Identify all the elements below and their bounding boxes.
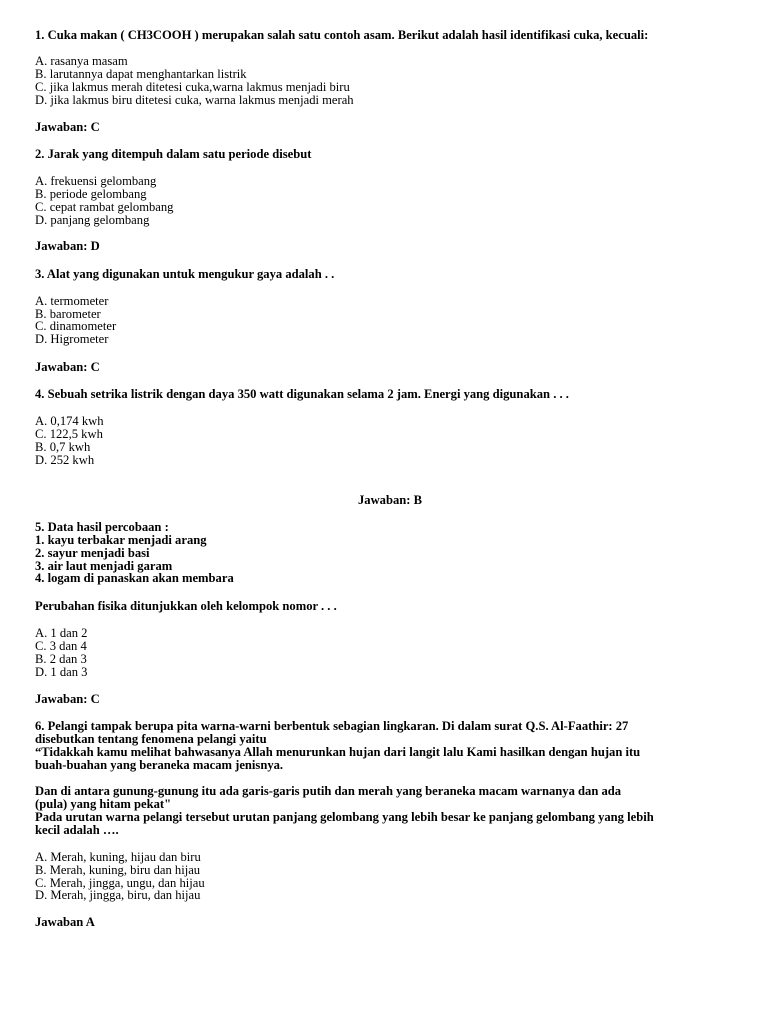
question-1-option-a: A. rasanya masam [35, 54, 128, 68]
question-6-prompt-line-3: “Tidakkah kamu melihat bahwasanya Allah menurunkan hujan dari langit lalu Kami hasilkan dengan hujan itu [35, 745, 641, 759]
question-1-option-d: D. jika lakmus biru ditetesi cuka, warna lakmus menjadi merah [35, 93, 354, 107]
question-3-option-c: C. dinamometer [35, 319, 117, 333]
question-4-option-1: A. 0,174 kwh [35, 414, 104, 428]
question-3-option-d: D. Higrometer [35, 332, 109, 346]
question-2-option-b: B. periode gelombang [35, 187, 147, 201]
question-5-option-4: D. 1 dan 3 [35, 665, 88, 679]
question-6-answer: Jawaban A [35, 915, 95, 929]
question-3-prompt: 3. Alat yang digunakan untuk mengukur gaya adalah . . [35, 267, 335, 281]
question-4-option-4: D. 252 kwh [35, 453, 95, 467]
question-6-option-c: C. Merah, jingga, ungu, dan hijau [35, 876, 205, 890]
question-4-answer: Jawaban: B [357, 493, 423, 507]
question-3-option-b: B. barometer [35, 307, 101, 321]
question-2-answer: Jawaban: D [35, 239, 100, 253]
question-4-prompt: 4. Sebuah setrika listrik dengan daya 350 watt digunakan selama 2 jam. Energi yang digunakan . . . [35, 387, 569, 401]
question-2-prompt: 2. Jarak yang ditempuh dalam satu periode disebut [35, 147, 312, 161]
question-5-option-3: B. 2 dan 3 [35, 652, 87, 666]
question-6-prompt-line-2: disebutkan tentang fenomena pelangi yaitu [35, 732, 267, 746]
question-2-option-c: C. cepat rambat gelombang [35, 200, 174, 214]
question-6-prompt-line-4: buah-buahan yang beraneka macam jenisnya. [35, 758, 284, 772]
question-6-question-line-3: Pada urutan warna pelangi tersebut urutan panjang gelombang yang lebih besar ke panjang gelombang yang lebih [35, 810, 654, 824]
question-2-option-d: D. panjang gelombang [35, 213, 150, 227]
question-5-answer: Jawaban: C [35, 692, 100, 706]
question-3-answer: Jawaban: C [35, 360, 100, 374]
question-1-option-c: C. jika lakmus merah ditetesi cuka,warna lakmus menjadi biru [35, 80, 350, 94]
question-4-option-3: B. 0,7 kwh [35, 440, 91, 454]
question-6-question-line-2: (pula) yang hitam pekat" [35, 797, 172, 811]
question-1-answer: Jawaban: C [35, 120, 100, 134]
question-6-option-d: D. Merah, jingga, biru, dan hijau [35, 888, 201, 902]
question-5-prompt-line-2: 1. kayu terbakar menjadi arang [35, 533, 207, 547]
question-1-prompt: 1. Cuka makan ( CH3COOH ) merupakan salah satu contoh asam. Berikut adalah hasil identifikasi cuka, kecuali: [35, 28, 649, 42]
question-5-option-1: A. 1 dan 2 [35, 626, 88, 640]
question-2-option-a: A. frekuensi gelombang [35, 174, 157, 188]
question-5-option-2: C. 3 dan 4 [35, 639, 87, 653]
question-5-prompt-line-5: 4. logam di panaskan akan membara [35, 571, 234, 585]
question-5-question: Perubahan fisika ditunjukkan oleh kelompok nomor . . . [35, 599, 337, 613]
question-1-option-b: B. larutannya dapat menghantarkan listrik [35, 67, 247, 81]
question-6-option-a: A. Merah, kuning, hijau dan biru [35, 850, 201, 864]
question-6-prompt-line-1: 6. Pelangi tampak berupa pita warna-warni berbentuk sebagian lingkaran. Di dalam surat Q.S. Al-Faathir: 27 [35, 719, 629, 733]
question-6-question-line-4: kecil adalah …. [35, 823, 119, 837]
question-6-question-line-1: Dan di antara gunung-gunung itu ada garis-garis putih dan merah yang beraneka macam warnanya dan ada [35, 784, 622, 798]
question-5-prompt-line-3: 2. sayur menjadi basi [35, 546, 150, 560]
question-5-prompt-line-1: 5. Data hasil percobaan : [35, 520, 169, 534]
question-5-prompt-line-4: 3. air laut menjadi garam [35, 559, 173, 573]
question-6-option-b: B. Merah, kuning, biru dan hijau [35, 863, 201, 877]
question-4-option-2: C. 122,5 kwh [35, 427, 103, 441]
question-3-option-a: A. termometer [35, 294, 109, 308]
